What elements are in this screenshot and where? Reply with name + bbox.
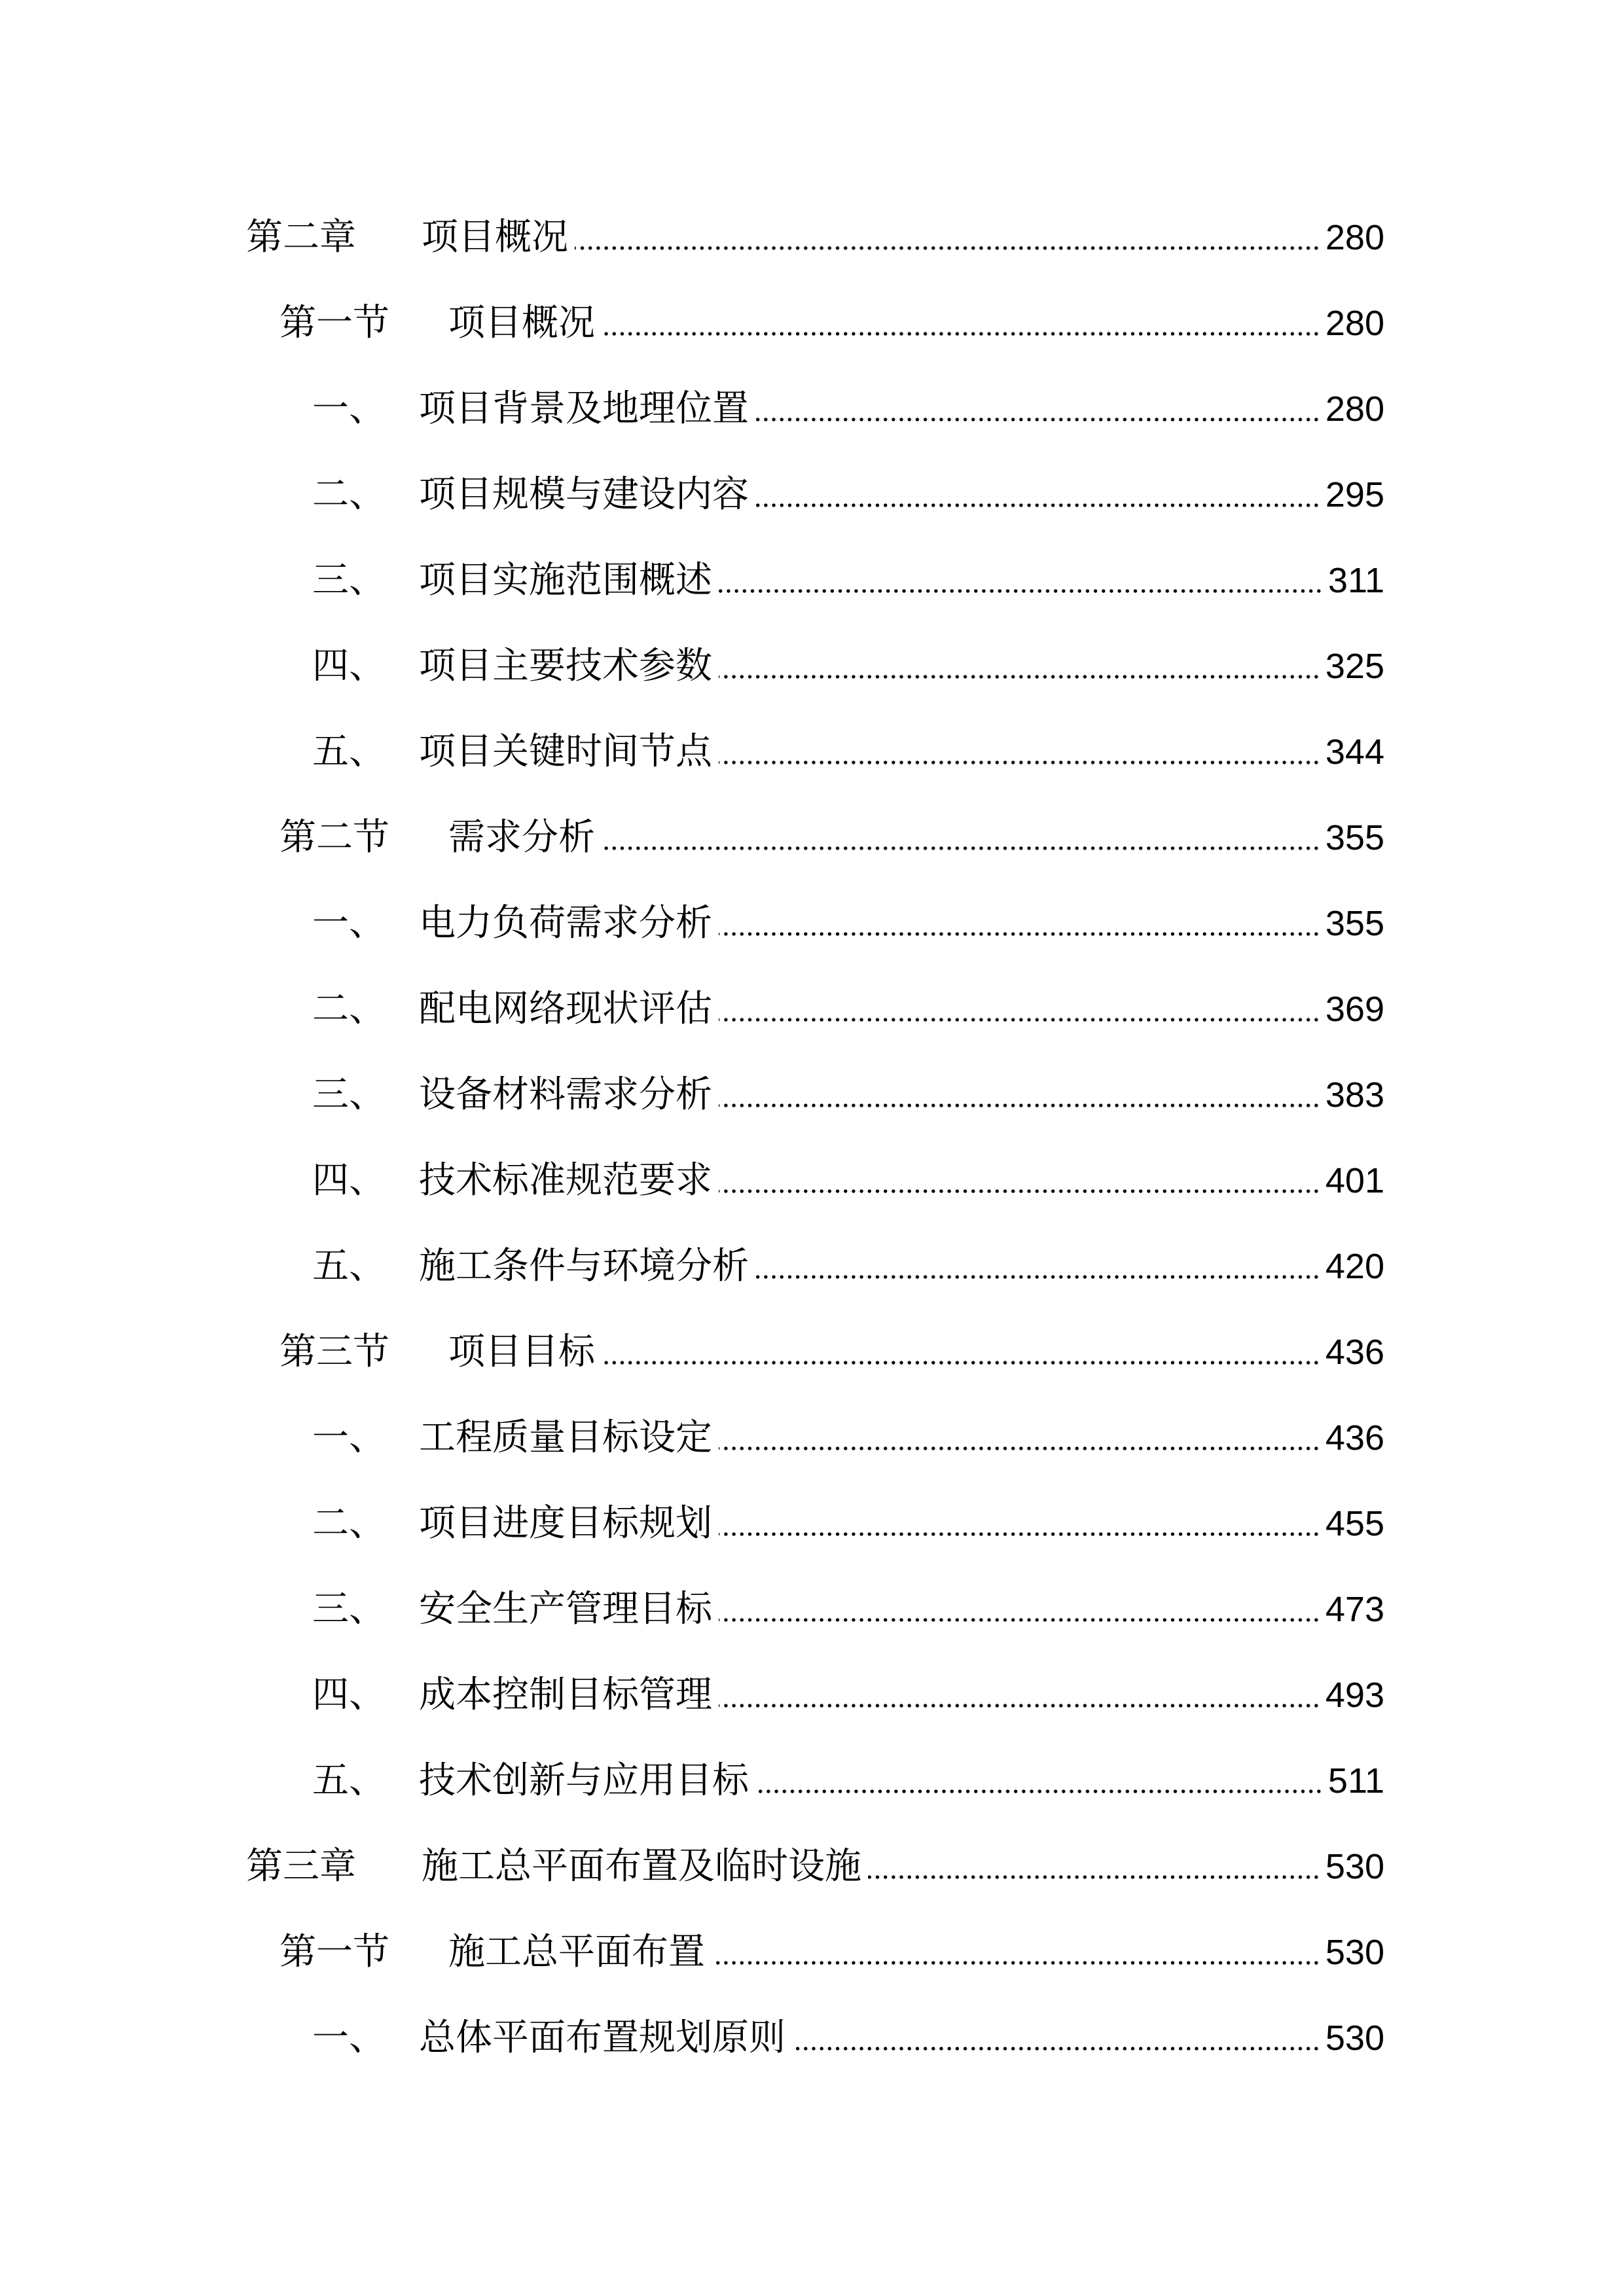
toc-entry-page: 530 xyxy=(1325,2018,1384,2058)
dot-leader xyxy=(719,1187,1320,1196)
toc-entry-number: 一、 xyxy=(312,2017,386,2059)
toc-entry-page: 530 xyxy=(1325,1847,1384,1886)
dot-leader xyxy=(755,1272,1320,1282)
toc-entry[interactable] xyxy=(312,1494,1384,1553)
dot-leader xyxy=(755,1787,1323,1796)
toc-entry-page: 436 xyxy=(1325,1418,1384,1458)
toc-entry-title: 安全生产管理目标 xyxy=(419,1588,712,1630)
toc-entry-number: 三、 xyxy=(312,1588,386,1630)
toc-entry-page: 280 xyxy=(1325,304,1384,343)
toc-entry-title: 设备材料需求分析 xyxy=(419,1073,712,1116)
toc-entry-page: 511 xyxy=(1327,1761,1384,1801)
toc-entry-page: 325 xyxy=(1325,647,1384,686)
dot-leader xyxy=(792,2044,1320,2053)
dot-leader xyxy=(719,1615,1320,1624)
toc-entry-title: 技术标准规范要求 xyxy=(419,1159,712,1202)
toc-entry[interactable] xyxy=(312,1580,1384,1639)
dot-leader xyxy=(602,329,1320,338)
dot-leader xyxy=(719,586,1323,596)
toc-entry-number: 一、 xyxy=(312,1416,386,1459)
toc-entry[interactable] xyxy=(312,637,1384,696)
toc-entry-title: 成本控制目标管理 xyxy=(419,1674,712,1716)
toc-entry-page: 295 xyxy=(1325,475,1384,514)
toc-entry-title: 项目背景及地理位置 xyxy=(419,387,749,430)
toc-entry[interactable] xyxy=(246,1837,1384,1896)
dot-leader xyxy=(719,758,1320,767)
toc-entry[interactable] xyxy=(280,1923,1384,1982)
dot-leader xyxy=(719,1701,1320,1710)
toc-entry-page: 436 xyxy=(1325,1333,1384,1372)
toc-entry-number: 第三节 xyxy=(280,1331,389,1373)
dot-leader xyxy=(575,243,1320,253)
toc-entry[interactable] xyxy=(312,1666,1384,1725)
toc-entry-number: 第二章 xyxy=(246,216,356,259)
toc-entry-title: 施工总平面布置及临时设施 xyxy=(422,1845,861,1888)
toc-entry[interactable] xyxy=(312,380,1384,439)
toc-entry-title: 工程质量目标设定 xyxy=(419,1416,712,1459)
toc-entry-number: 四、 xyxy=(312,1159,386,1202)
dot-leader xyxy=(719,1530,1320,1539)
toc-entry[interactable] xyxy=(312,2009,1384,2068)
toc-entry-number: 二、 xyxy=(312,988,386,1030)
dot-leader xyxy=(719,929,1320,939)
toc-entry[interactable] xyxy=(280,1323,1384,1382)
toc-entry[interactable] xyxy=(312,465,1384,524)
toc-entry[interactable] xyxy=(312,551,1384,610)
toc-entry-title: 技术创新与应用目标 xyxy=(419,1759,749,1802)
toc-entry-page: 311 xyxy=(1327,561,1384,600)
toc-entry-number: 四、 xyxy=(312,645,386,687)
toc-entry[interactable] xyxy=(280,294,1384,353)
dot-leader xyxy=(602,844,1320,853)
dot-leader xyxy=(755,501,1320,510)
toc-entry-page: 530 xyxy=(1325,1933,1384,1972)
dot-leader xyxy=(719,1444,1320,1453)
dot-leader xyxy=(712,1958,1320,1967)
toc-entry-title: 施工条件与环境分析 xyxy=(419,1245,749,1287)
toc-entry-number: 一、 xyxy=(312,902,386,944)
toc-entry-number: 五、 xyxy=(312,730,386,773)
toc-entry-number: 第一节 xyxy=(280,302,389,344)
toc-entry-page: 493 xyxy=(1325,1676,1384,1715)
toc-entry-title: 项目规模与建设内容 xyxy=(419,473,749,516)
toc-entry-page: 344 xyxy=(1325,732,1384,772)
toc-entry-page: 401 xyxy=(1325,1161,1384,1200)
toc-entry-number: 第三章 xyxy=(246,1845,356,1888)
toc-entry[interactable] xyxy=(312,1751,1384,1810)
toc-entry[interactable] xyxy=(312,1237,1384,1296)
toc-entry-title: 项目概况 xyxy=(422,216,568,259)
toc-entry-number: 三、 xyxy=(312,1073,386,1116)
toc-entry-page: 355 xyxy=(1325,904,1384,943)
dot-leader xyxy=(868,1873,1320,1882)
toc-entry-title: 项目实施范围概述 xyxy=(419,559,712,601)
toc-entry-title: 项目目标 xyxy=(448,1331,595,1373)
toc-entry-title: 电力负荷需求分析 xyxy=(419,902,712,944)
toc-entry-title: 项目关键时间节点 xyxy=(419,730,712,773)
toc-entry[interactable] xyxy=(312,980,1384,1039)
dot-leader xyxy=(719,672,1320,681)
dot-leader xyxy=(719,1101,1320,1110)
toc-entry-page: 369 xyxy=(1325,990,1384,1029)
toc-entry-number: 二、 xyxy=(312,1502,386,1545)
toc-entry-number: 一、 xyxy=(312,387,386,430)
toc-entry-number: 三、 xyxy=(312,559,386,601)
toc-entry[interactable] xyxy=(312,1066,1384,1124)
dot-leader xyxy=(755,415,1320,424)
toc-entry[interactable] xyxy=(312,1408,1384,1467)
toc-entry-page: 455 xyxy=(1325,1504,1384,1543)
toc-entry-page: 383 xyxy=(1325,1075,1384,1115)
toc-entry-title: 施工总平面布置 xyxy=(448,1931,705,1973)
toc-entry-page: 280 xyxy=(1325,218,1384,257)
toc-entry[interactable] xyxy=(312,1151,1384,1210)
dot-leader xyxy=(719,1015,1320,1024)
toc-entry[interactable] xyxy=(312,723,1384,781)
toc-entry-page: 473 xyxy=(1325,1590,1384,1629)
toc-entry-title: 项目进度目标规划 xyxy=(419,1502,712,1545)
toc-entry-number: 四、 xyxy=(312,1674,386,1716)
toc-entry-number: 第二节 xyxy=(280,816,389,859)
toc-entry-number: 五、 xyxy=(312,1245,386,1287)
toc-entry-title: 项目概况 xyxy=(448,302,595,344)
toc-entry-page: 355 xyxy=(1325,818,1384,857)
toc-entry-title: 配电网络现状评估 xyxy=(419,988,712,1030)
toc-entry-title: 总体平面布置规划原则 xyxy=(419,2017,785,2059)
toc-entry-page: 280 xyxy=(1325,389,1384,429)
toc-entry-title: 需求分析 xyxy=(448,816,595,859)
toc-entry-number: 第一节 xyxy=(280,1931,389,1973)
toc-entry-page: 420 xyxy=(1325,1247,1384,1286)
toc-entry-number: 五、 xyxy=(312,1759,386,1802)
toc-entry[interactable] xyxy=(312,894,1384,953)
toc-entry[interactable] xyxy=(280,808,1384,867)
dot-leader xyxy=(602,1358,1320,1367)
toc-entry[interactable] xyxy=(246,208,1384,267)
toc-entry-number: 二、 xyxy=(312,473,386,516)
toc-entry-title: 项目主要技术参数 xyxy=(419,645,712,687)
